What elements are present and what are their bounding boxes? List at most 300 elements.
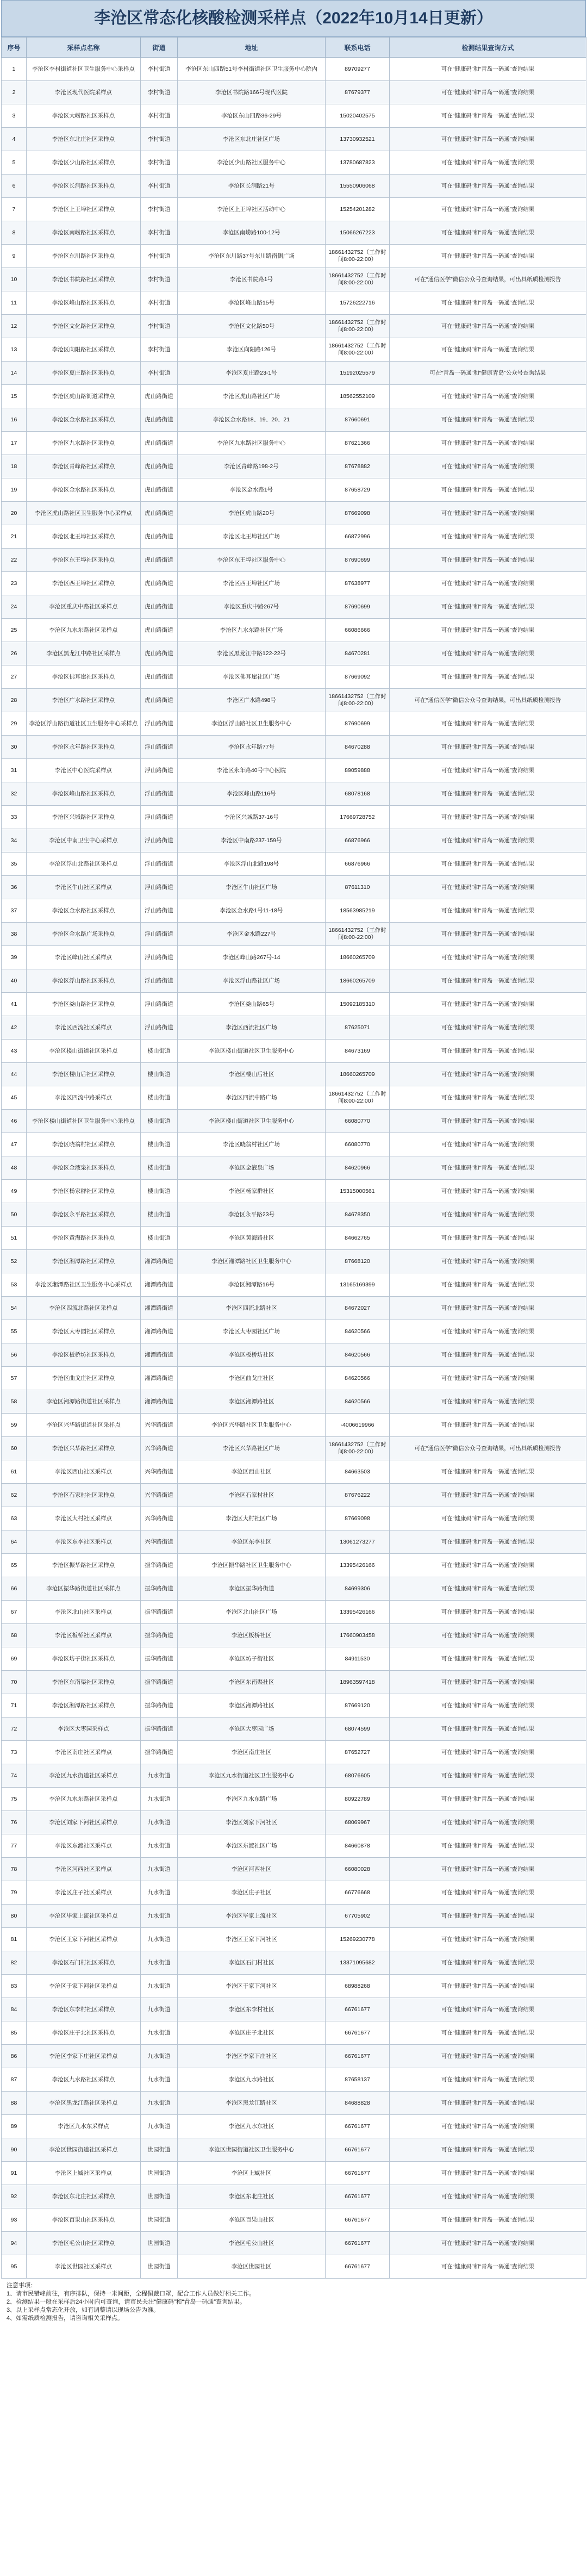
cell-street: 九水街道 <box>141 2092 178 2115</box>
cell-address: 李沧区金水路227号 <box>178 923 326 946</box>
table-row <box>2 58 586 81</box>
table-row <box>2 736 586 759</box>
cell-query-method: 可在“健康码”和“青岛一码通”查询结果 <box>390 1273 586 1297</box>
cell-street: 兴华路街道 <box>141 1530 178 1554</box>
cell-row-no: 45 <box>2 1086 27 1110</box>
cell-query-method: 可在“健康码”和“青岛一码通”查询结果 <box>390 572 586 595</box>
cell-site-name: 李沧区西王埠社区采样点 <box>27 572 141 595</box>
cell-address: 李沧区永平路23号 <box>178 1203 326 1227</box>
table-row <box>2 478 586 502</box>
cell-street: 浮山路街道 <box>141 946 178 969</box>
cell-street: 振华路街道 <box>141 1718 178 1741</box>
cell-address: 李沧区黄海路社区 <box>178 1227 326 1250</box>
cell-row-no: 67 <box>2 1601 27 1624</box>
cell-street: 浮山路街道 <box>141 759 178 782</box>
cell-row-no: 85 <box>2 2021 27 2045</box>
cell-address: 李沧区永年路77号 <box>178 736 326 759</box>
table-row <box>2 2232 586 2255</box>
cell-address: 李沧区牛山社区广场 <box>178 876 326 899</box>
cell-street: 兴华路街道 <box>141 1484 178 1507</box>
cell-address: 李沧区书院路1号 <box>178 268 326 291</box>
table-row <box>2 1040 586 1063</box>
cell-site-name: 李沧区书院路社区采样点 <box>27 268 141 291</box>
cell-query-method: 可在“健康码”和“青岛一码通”查询结果 <box>390 1601 586 1624</box>
cell-phone: 84663503 <box>326 1460 390 1484</box>
cell-row-no: 56 <box>2 1343 27 1367</box>
cell-street: 湘潭路街道 <box>141 1343 178 1367</box>
cell-row-no: 44 <box>2 1063 27 1086</box>
cell-row-no: 1 <box>2 58 27 81</box>
cell-street: 世园街道 <box>141 2255 178 2279</box>
cell-row-no: 69 <box>2 1647 27 1671</box>
note-item: 2、检测结果一般在采样后24小时内可查询，请市民关注“健康码”和“青岛一码通”查询结果。 <box>7 2299 246 2305</box>
cell-site-name: 李沧区浮山路社区采样点 <box>27 969 141 993</box>
table-row <box>2 315 586 338</box>
cell-query-method: 可在“健康码”和“青岛一码通”查询结果 <box>390 385 586 408</box>
table-row <box>2 385 586 408</box>
cell-row-no: 72 <box>2 1718 27 1741</box>
cell-query-method: 可在“健康码”和“青岛一码通”查询结果 <box>390 291 586 315</box>
cell-address: 李沧区金水路1号 <box>178 478 326 502</box>
cell-row-no: 75 <box>2 1788 27 1811</box>
cell-phone: 87658729 <box>326 478 390 502</box>
cell-address: 李沧区东李村社区 <box>178 1998 326 2021</box>
cell-row-no: 24 <box>2 595 27 619</box>
cell-address: 李沧区楼山街道社区卫生服务中心 <box>178 1110 326 1133</box>
cell-street: 湘潭路街道 <box>141 1273 178 1297</box>
table-row <box>2 572 586 595</box>
cell-site-name: 李沧区杨家群社区采样点 <box>27 1180 141 1203</box>
cell-site-name: 李沧区九水路社区采样点 <box>27 2068 141 2092</box>
cell-street: 浮山路街道 <box>141 782 178 806</box>
cell-street: 虎山路街道 <box>141 619 178 642</box>
cell-address: 李沧区东南渠社区 <box>178 1671 326 1694</box>
cell-row-no: 40 <box>2 969 27 993</box>
cell-query-method: 可在“健康码”和“青岛一码通”查询结果 <box>390 782 586 806</box>
cell-row-no: 7 <box>2 198 27 221</box>
cell-phone: 87690699 <box>326 549 390 572</box>
cell-site-name: 李沧区中心医院采样点 <box>27 759 141 782</box>
cell-phone: 87669098 <box>326 502 390 525</box>
cell-address: 李沧区东北庄社区 <box>178 2185 326 2208</box>
cell-row-no: 50 <box>2 1203 27 1227</box>
cell-site-name: 李沧区西流社区采样点 <box>27 1016 141 1040</box>
cell-site-name: 李沧区娄山路社区采样点 <box>27 993 141 1016</box>
cell-site-name: 李沧区北山社区采样点 <box>27 1601 141 1624</box>
table-row <box>2 969 586 993</box>
cell-row-no: 82 <box>2 1951 27 1975</box>
cell-row-no: 21 <box>2 525 27 549</box>
cell-street: 李村街道 <box>141 81 178 104</box>
cell-address: 李沧区刘家下河社区 <box>178 1811 326 1834</box>
cell-address: 李沧区佛耳崖社区广场 <box>178 665 326 689</box>
cell-phone: 87669120 <box>326 1694 390 1718</box>
notes-heading: 注意事项： <box>7 2282 36 2289</box>
table-row <box>2 1016 586 1040</box>
cell-address: 李沧区毕家上流社区 <box>178 1905 326 1928</box>
cell-row-no: 25 <box>2 619 27 642</box>
table-row <box>2 221 586 245</box>
cell-site-name: 李沧区兴华路社区采样点 <box>27 1437 141 1460</box>
cell-street: 振华路街道 <box>141 1741 178 1764</box>
cell-row-no: 54 <box>2 1297 27 1320</box>
cell-row-no: 11 <box>2 291 27 315</box>
header-name: 采样点名称 <box>27 38 141 58</box>
cell-site-name: 李沧区浮山路街道社区卫生服务中心采样点 <box>27 712 141 736</box>
table-row <box>2 1975 586 1998</box>
cell-row-no: 66 <box>2 1577 27 1601</box>
cell-phone: 18661432752（工作时间8:00-22:00） <box>326 689 390 712</box>
cell-query-method: 可在“健康码”和“青岛一码通”查询结果 <box>390 1577 586 1601</box>
table-row <box>2 1063 586 1086</box>
cell-site-name: 李沧区东北庄社区采样点 <box>27 2185 141 2208</box>
cell-query-method: 可在“健康码”和“青岛一码通”查询结果 <box>390 2021 586 2045</box>
cell-street: 九水街道 <box>141 1788 178 1811</box>
cell-address: 李沧区东川路37号东川路南侧广场 <box>178 245 326 268</box>
cell-site-name: 李沧区大村社区采样点 <box>27 1507 141 1530</box>
table-row <box>2 1694 586 1718</box>
cell-phone: 13780687823 <box>326 151 390 175</box>
cell-query-method: 可在“健康码”和“青岛一码通”查询结果 <box>390 502 586 525</box>
cell-address: 李沧区兴华路社区广场 <box>178 1437 326 1460</box>
cell-row-no: 87 <box>2 2068 27 2092</box>
cell-address: 李沧区兴城路37-16号 <box>178 806 326 829</box>
cell-address: 李沧区南崂路100-12号 <box>178 221 326 245</box>
cell-address: 李沧区少山路社区服务中心 <box>178 151 326 175</box>
table-row <box>2 1858 586 1881</box>
cell-row-no: 27 <box>2 665 27 689</box>
cell-row-no: 86 <box>2 2045 27 2068</box>
cell-phone: 13061273277 <box>326 1530 390 1554</box>
cell-row-no: 33 <box>2 806 27 829</box>
cell-row-no: 17 <box>2 432 27 455</box>
cell-row-no: 93 <box>2 2208 27 2232</box>
cell-phone: 66776668 <box>326 1881 390 1905</box>
cell-street: 浮山路街道 <box>141 899 178 923</box>
cell-address: 李沧区世园社区 <box>178 2255 326 2279</box>
cell-street: 楼山街道 <box>141 1203 178 1227</box>
cell-site-name: 李沧区黑龙江中路社区采样点 <box>27 642 141 665</box>
table-row <box>2 81 586 104</box>
cell-site-name: 李沧区永平路社区采样点 <box>27 1203 141 1227</box>
cell-street: 九水街道 <box>141 2021 178 2045</box>
cell-address: 李沧区于家下河社区 <box>178 1975 326 1998</box>
cell-site-name: 李沧区湘潭路社区采样点 <box>27 1250 141 1273</box>
cell-phone: 15066267223 <box>326 221 390 245</box>
cell-site-name: 李沧区东李社区采样点 <box>27 1530 141 1554</box>
cell-site-name: 李沧区百果山社区采样点 <box>27 2208 141 2232</box>
table-row <box>2 1156 586 1180</box>
cell-street: 虎山路街道 <box>141 595 178 619</box>
cell-phone: 84620566 <box>326 1390 390 1414</box>
cell-site-name: 李沧区虎山路社区卫生服务中心采样点 <box>27 502 141 525</box>
table-row <box>2 993 586 1016</box>
cell-address: 李沧区湘潭路16号 <box>178 1273 326 1297</box>
cell-query-method: 可在“健康码”和“青岛一码通”查询结果 <box>390 432 586 455</box>
cell-phone: 87690699 <box>326 712 390 736</box>
cell-address: 李沧区板桥社区 <box>178 1624 326 1647</box>
cell-street: 李村街道 <box>141 198 178 221</box>
cell-row-no: 28 <box>2 689 27 712</box>
cell-address: 李沧区四流北路社区 <box>178 1297 326 1320</box>
cell-query-method: 可在“通信医学”微信公众号查询结果，可出具纸质检测报告 <box>390 268 586 291</box>
cell-site-name: 李沧区南庄社区采样点 <box>27 1741 141 1764</box>
table-row <box>2 268 586 291</box>
cell-row-no: 65 <box>2 1554 27 1577</box>
table-row <box>2 1788 586 1811</box>
table-row <box>2 2185 586 2208</box>
cell-site-name: 李沧区大枣园采样点 <box>27 1718 141 1741</box>
cell-query-method: 可在“健康码”和“青岛一码通”查询结果 <box>390 1016 586 1040</box>
cell-phone: 17660903458 <box>326 1624 390 1647</box>
cell-site-name: 李沧区兴城路社区采样点 <box>27 806 141 829</box>
header-query: 检测结果查询方式 <box>390 38 586 58</box>
cell-phone: 13395426166 <box>326 1601 390 1624</box>
cell-address: 李沧区东山四路36-29号 <box>178 104 326 128</box>
cell-street: 九水街道 <box>141 1834 178 1858</box>
cell-phone: 84670281 <box>326 642 390 665</box>
cell-address: 李沧区黑龙江路社区 <box>178 2092 326 2115</box>
cell-row-no: 80 <box>2 1905 27 1928</box>
table-row <box>2 198 586 221</box>
cell-row-no: 19 <box>2 478 27 502</box>
cell-address: 李沧区虎山路社区广场 <box>178 385 326 408</box>
cell-address: 李沧区九水东社区 <box>178 2115 326 2138</box>
cell-site-name: 李沧区李村街道社区卫生服务中心采样点 <box>27 58 141 81</box>
table-row <box>2 525 586 549</box>
cell-address: 李沧区峰山路116号 <box>178 782 326 806</box>
cell-row-no: 64 <box>2 1530 27 1554</box>
cell-street: 兴华路街道 <box>141 1460 178 1484</box>
cell-row-no: 10 <box>2 268 27 291</box>
cell-street: 浮山路街道 <box>141 993 178 1016</box>
cell-address: 李沧区兴华路社区卫生服务中心 <box>178 1414 326 1437</box>
table-row <box>2 1273 586 1297</box>
cell-row-no: 91 <box>2 2162 27 2185</box>
cell-street: 李村街道 <box>141 128 178 151</box>
cell-street: 振华路街道 <box>141 1694 178 1718</box>
cell-row-no: 42 <box>2 1016 27 1040</box>
cell-query-method: 可在“健康码”和“青岛一码通”查询结果 <box>390 1250 586 1273</box>
cell-query-method: 可在“健康码”和“青岛一码通”查询结果 <box>390 1203 586 1227</box>
table-row <box>2 2208 586 2232</box>
cell-row-no: 4 <box>2 128 27 151</box>
cell-phone: 18660265709 <box>326 1063 390 1086</box>
cell-site-name: 李沧区东川路社区采样点 <box>27 245 141 268</box>
cell-query-method: 可在“健康码”和“青岛一码通”查询结果 <box>390 1086 586 1110</box>
cell-address: 李沧区王家下河社区 <box>178 1928 326 1951</box>
cell-row-no: 76 <box>2 1811 27 1834</box>
cell-row-no: 89 <box>2 2115 27 2138</box>
cell-phone: 68078168 <box>326 782 390 806</box>
cell-row-no: 58 <box>2 1390 27 1414</box>
table-row <box>2 1297 586 1320</box>
cell-phone: 66080028 <box>326 1858 390 1881</box>
cell-street: 楼山街道 <box>141 1086 178 1110</box>
cell-query-method: 可在“健康码”和“青岛一码通”查询结果 <box>390 2115 586 2138</box>
cell-street: 浮山路街道 <box>141 712 178 736</box>
table-row <box>2 1554 586 1577</box>
table-row <box>2 1250 586 1273</box>
cell-phone: 84672027 <box>326 1297 390 1320</box>
cell-site-name: 李沧区楼山后社区采样点 <box>27 1063 141 1086</box>
cell-site-name: 李沧区现代医院采样点 <box>27 81 141 104</box>
cell-address: 李沧区大村社区广场 <box>178 1507 326 1530</box>
table-row <box>2 1951 586 1975</box>
table-row <box>2 876 586 899</box>
cell-street: 九水街道 <box>141 1811 178 1834</box>
cell-phone: 84660878 <box>326 1834 390 1858</box>
cell-address: 李沧区振华路社区卫生服务中心 <box>178 1554 326 1577</box>
cell-address: 李沧区黑龙江中路122-22号 <box>178 642 326 665</box>
cell-street: 九水街道 <box>141 2115 178 2138</box>
cell-query-method: 可在“健康码”和“青岛一码通”查询结果 <box>390 245 586 268</box>
cell-site-name: 李沧区东渡社区采样点 <box>27 1834 141 1858</box>
cell-query-method: 可在“健康码”和“青岛一码通”查询结果 <box>390 1998 586 2021</box>
cell-address: 李沧区北山社区广场 <box>178 1601 326 1624</box>
cell-phone: 13730932521 <box>326 128 390 151</box>
cell-phone: 18963597418 <box>326 1671 390 1694</box>
cell-address: 李沧区九水东路社区广场 <box>178 619 326 642</box>
cell-phone: 66761677 <box>326 2045 390 2068</box>
cell-address: 李沧区西王埠社区广场 <box>178 572 326 595</box>
cell-address: 李沧区虎山路20号 <box>178 502 326 525</box>
cell-address: 李沧区书院路166号现代医院 <box>178 81 326 104</box>
cell-phone: 89709277 <box>326 58 390 81</box>
cell-site-name: 李沧区世园街道社区采样点 <box>27 2138 141 2162</box>
cell-row-no: 55 <box>2 1320 27 1343</box>
cell-street: 九水街道 <box>141 1905 178 1928</box>
cell-query-method: 可在“健康码”和“青岛一码通”查询结果 <box>390 455 586 478</box>
cell-query-method: 可在“健康码”和“青岛一码通”查询结果 <box>390 2255 586 2279</box>
cell-phone: 15092185310 <box>326 993 390 1016</box>
table-row <box>2 128 586 151</box>
table-row <box>2 1811 586 1834</box>
cell-street: 李村街道 <box>141 338 178 362</box>
cell-phone: 18562552109 <box>326 385 390 408</box>
cell-row-no: 83 <box>2 1975 27 1998</box>
cell-phone: 15254201282 <box>326 198 390 221</box>
cell-phone: 84688828 <box>326 2092 390 2115</box>
cell-address: 李沧区东山四路51号李村街道社区卫生服务中心院内 <box>178 58 326 81</box>
cell-query-method: 可在“健康码”和“青岛一码通”查询结果 <box>390 1367 586 1390</box>
cell-phone: 87668120 <box>326 1250 390 1273</box>
cell-phone: 66876966 <box>326 829 390 853</box>
cell-query-method: 可在“健康码”和“青岛一码通”查询结果 <box>390 923 586 946</box>
cell-street: 虎山路街道 <box>141 549 178 572</box>
cell-phone: 84620966 <box>326 1156 390 1180</box>
table-row <box>2 923 586 946</box>
cell-street: 湘潭路街道 <box>141 1250 178 1273</box>
cell-address: 李沧区九水东路广场 <box>178 1788 326 1811</box>
cell-address: 李沧区上臧社区 <box>178 2162 326 2185</box>
cell-row-no: 32 <box>2 782 27 806</box>
cell-row-no: 29 <box>2 712 27 736</box>
cell-site-name: 李沧区毕家上流社区采样点 <box>27 1905 141 1928</box>
cell-address: 李沧区金液泉广场 <box>178 1156 326 1180</box>
cell-query-method: 可在“健康码”和“青岛一码通”查询结果 <box>390 2092 586 2115</box>
cell-site-name: 李沧区四流中路采样点 <box>27 1086 141 1110</box>
cell-address: 李沧区金水路1号11-18号 <box>178 899 326 923</box>
table-row <box>2 1227 586 1250</box>
cell-row-no: 41 <box>2 993 27 1016</box>
cell-row-no: 39 <box>2 946 27 969</box>
cell-query-method: 可在“健康码”和“青岛一码通”查询结果 <box>390 2045 586 2068</box>
cell-query-method: 可在“健康码”和“青岛一码通”查询结果 <box>390 2185 586 2208</box>
cell-street: 楼山街道 <box>141 1156 178 1180</box>
cell-street: 李村街道 <box>141 58 178 81</box>
cell-query-method: 可在“健康码”和“青岛一码通”查询结果 <box>390 408 586 432</box>
table-row <box>2 2162 586 2185</box>
cell-row-no: 43 <box>2 1040 27 1063</box>
table-row <box>2 665 586 689</box>
cell-query-method: 可在“健康码”和“青岛一码通”查询结果 <box>390 1460 586 1484</box>
cell-query-method: 可在“健康码”和“青岛一码通”查询结果 <box>390 1881 586 1905</box>
cell-row-no: 74 <box>2 1764 27 1788</box>
table-row <box>2 408 586 432</box>
cell-query-method: 可在“健康码”和“青岛一码通”查询结果 <box>390 2232 586 2255</box>
cell-site-name: 李沧区振华路社区采样点 <box>27 1554 141 1577</box>
header-no: 序号 <box>2 38 27 58</box>
cell-query-method: 可在“健康码”和“青岛一码通”查询结果 <box>390 2208 586 2232</box>
cell-query-method: 可在“健康码”和“青岛一码通”查询结果 <box>390 2162 586 2185</box>
cell-site-name: 李沧区四流北路社区采样点 <box>27 1297 141 1320</box>
cell-address: 李沧区楼山后社区 <box>178 1063 326 1086</box>
table-body <box>2 58 586 2279</box>
cell-phone: 87690699 <box>326 595 390 619</box>
cell-site-name: 李沧区楼山街道社区卫生服务中心采样点 <box>27 1110 141 1133</box>
cell-phone: 66080770 <box>326 1110 390 1133</box>
cell-query-method: 可在“健康码”和“青岛一码通”查询结果 <box>390 1530 586 1554</box>
cell-site-name: 李沧区金液泉社区采样点 <box>27 1156 141 1180</box>
cell-query-method: 可在“健康码”和“青岛一码通”查询结果 <box>390 315 586 338</box>
cell-street: 浮山路街道 <box>141 876 178 899</box>
cell-street: 世园街道 <box>141 2208 178 2232</box>
cell-site-name: 李沧区世园社区采样点 <box>27 2255 141 2279</box>
table-row <box>2 1998 586 2021</box>
page-title: 李沧区常态化核酸检测采样点（2022年10月14日更新） <box>1 0 586 37</box>
table-row <box>2 1414 586 1437</box>
cell-query-method: 可在“健康码”和“青岛一码通”查询结果 <box>390 1156 586 1180</box>
cell-row-no: 35 <box>2 853 27 876</box>
cell-query-method: 可在“青岛一码通”和“健康青岛”公众号查询结果 <box>390 362 586 385</box>
cell-site-name: 李沧区浮山北路社区采样点 <box>27 853 141 876</box>
cell-site-name: 李沧区峰山路社区采样点 <box>27 291 141 315</box>
cell-site-name: 李沧区曲戈庄社区采样点 <box>27 1367 141 1390</box>
cell-row-no: 18 <box>2 455 27 478</box>
cell-address: 李沧区湘潭路社区卫生服务中心 <box>178 1250 326 1273</box>
cell-query-method: 可在“健康码”和“青岛一码通”查询结果 <box>390 829 586 853</box>
cell-address: 李沧区九水路社区服务中心 <box>178 432 326 455</box>
cell-phone: 66872996 <box>326 525 390 549</box>
cell-query-method: 可在“健康码”和“青岛一码通”查询结果 <box>390 1133 586 1156</box>
table-row <box>2 175 586 198</box>
cell-row-no: 34 <box>2 829 27 853</box>
cell-site-name: 李沧区庄子北社区采样点 <box>27 2021 141 2045</box>
cell-query-method: 可在“健康码”和“青岛一码通”查询结果 <box>390 151 586 175</box>
cell-query-method: 可在“健康码”和“青岛一码通”查询结果 <box>390 1647 586 1671</box>
cell-site-name: 李沧区九水东路社区采样点 <box>27 619 141 642</box>
cell-row-no: 23 <box>2 572 27 595</box>
cell-query-method: 可在“健康码”和“青岛一码通”查询结果 <box>390 198 586 221</box>
cell-site-name: 李沧区大崂路社区采样点 <box>27 104 141 128</box>
cell-address: 李沧区石门村社区 <box>178 1951 326 1975</box>
cell-street: 李村街道 <box>141 291 178 315</box>
cell-site-name: 李沧区夏庄路社区采样点 <box>27 362 141 385</box>
cell-phone: 84620566 <box>326 1343 390 1367</box>
cell-row-no: 14 <box>2 362 27 385</box>
cell-site-name: 李沧区板桥社区采样点 <box>27 1624 141 1647</box>
